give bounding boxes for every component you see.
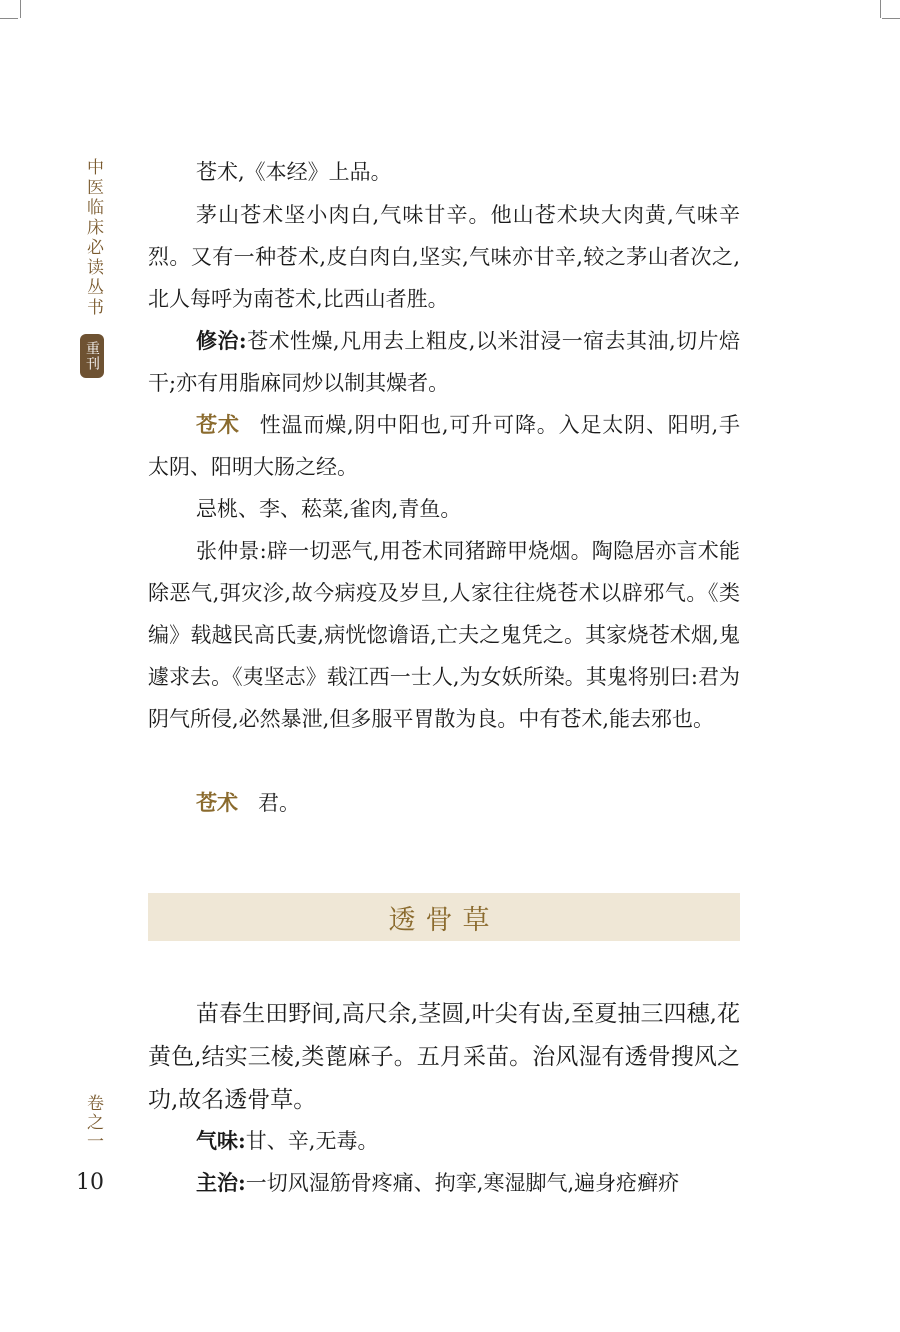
paragraph-text: 茅山苍术坚小肉白,气味甘辛。他山苍术块大肉黄,气味辛烈。又有一种苍术,皮白肉白,坚实,气味亦甘辛,较之茅山者次之,北人每呼为南苍术,比西山者胜。 xyxy=(148,203,740,311)
paragraph-origin xyxy=(148,151,740,193)
paragraph-section-intro xyxy=(148,993,740,1122)
section-heading-band xyxy=(148,893,740,941)
paragraph-text: 张仲景:辟一切恶气,用苍术同猪蹄甲烧烟。陶隐居亦言术能除恶气,弭灾沴,故今病疫及岁旦,人家往往烧苍术以辟邪气。《类编》载越民高氏妻,病恍惚谵语,亡夫之鬼凭之。其家烧苍术烟,鬼遽求去。《夷坚志》载江西一士人,为女妖所染。其鬼将别曰:君为阴气所侵,必然暴泄,但多服平胃散为良。中有苍术,能去邪也。 xyxy=(148,539,740,731)
reprint-badge: 重刊 xyxy=(80,334,104,378)
volume-label: 卷之一 xyxy=(83,1094,103,1151)
paragraph-processing xyxy=(148,320,740,404)
paragraph-citations xyxy=(148,530,740,740)
paragraph-text: 一切风湿筋骨疼痛、拘挛,寒湿脚气,遍身疮癣疥 xyxy=(245,1171,680,1195)
processing-label: 修治: xyxy=(196,328,247,353)
crop-mark-top-right xyxy=(880,0,881,18)
crop-mark-left-top xyxy=(0,18,18,19)
paragraph-text: 忌桃、李、菘菜,雀肉,青鱼。 xyxy=(196,497,462,521)
page-number: 10 xyxy=(76,1170,104,1195)
paragraph-role xyxy=(148,782,740,824)
paragraph-text: 君。 xyxy=(258,791,300,815)
crop-mark-top-left xyxy=(20,0,21,18)
herb-label: 苍术 xyxy=(196,790,238,815)
herb-label: 苍术 xyxy=(196,412,240,437)
paragraph-text: 苍术,《本经》上品。 xyxy=(196,160,392,184)
flavor-label: 气味: xyxy=(196,1128,246,1153)
paragraph-varieties xyxy=(148,194,740,320)
paragraph-flavor xyxy=(148,1120,740,1162)
paragraph-text: 苍术性燥,凡用去上粗皮,以米泔浸一宿去其油,切片焙干;亦有用脂麻同炒以制其燥者。 xyxy=(148,329,740,395)
paragraph-text: 甘、辛,无毒。 xyxy=(245,1129,379,1153)
paragraph-taboo xyxy=(148,488,740,530)
paragraph-text: 苗春生田野间,高尺余,茎圆,叶尖有齿,至夏抽三四穗,花黄色,结实三棱,类蓖麻子。五月采苗。治风湿有透骨搜风之功,故名透骨草。 xyxy=(148,1001,740,1113)
paragraph-text: 性温而燥,阴中阳也,可升可降。入足太阴、阳明,手太阴、阳明大肠之经。 xyxy=(148,413,741,479)
crop-mark-right-top xyxy=(882,18,900,19)
paragraph-indications xyxy=(148,1162,740,1204)
series-title: 中医临床必读丛书 xyxy=(83,158,103,318)
indication-label: 主治: xyxy=(196,1170,246,1195)
paragraph-nature xyxy=(148,404,740,488)
section-title: 透骨草 xyxy=(388,904,500,936)
